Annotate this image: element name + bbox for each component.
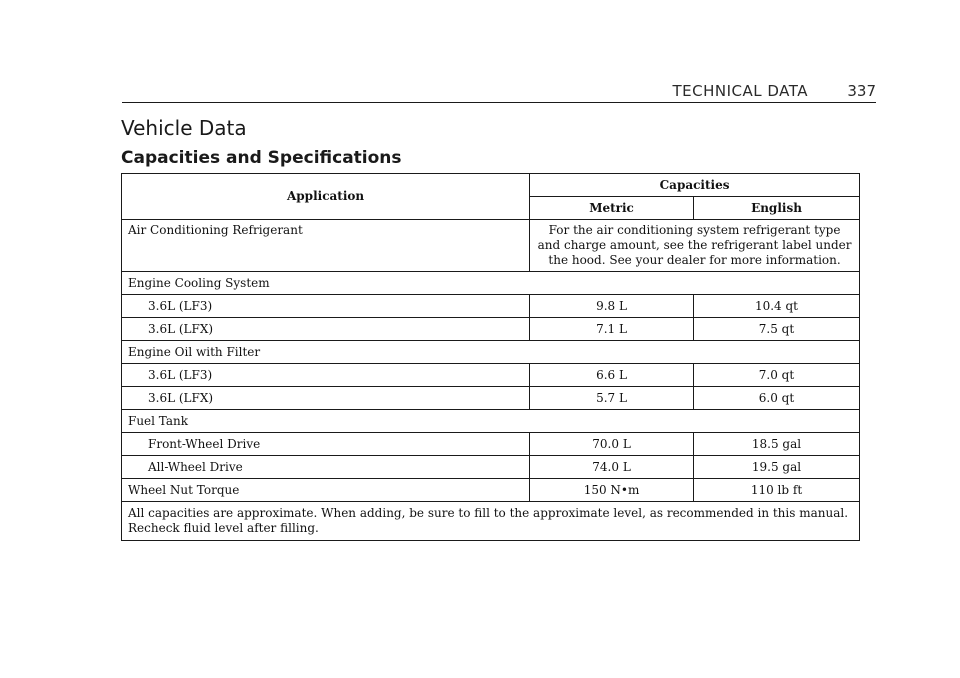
table-row (122, 456, 860, 479)
ac-note: For the air conditioning system refrigerant type and charge amount, see the refrigerant label under the hood. See your dealer for more information. (530, 220, 860, 272)
table-row (122, 272, 860, 295)
subsection-title: Capacities and Specifications (121, 148, 402, 168)
fuel-fwd-metric: 70.0 L (530, 433, 694, 456)
torque-metric: 150 N•m (530, 479, 694, 502)
fuel-fwd-english: 18.5 gal (693, 433, 859, 456)
cooling-lf3-label: 3.6L (LF3) (122, 295, 530, 318)
table-header-row (122, 174, 860, 197)
oil-lf3-label: 3.6L (LF3) (122, 364, 530, 387)
torque-english: 110 lb ft (693, 479, 859, 502)
cooling-lfx-metric: 7.1 L (530, 318, 694, 341)
cooling-lfx-english: 7.5 qt (693, 318, 859, 341)
fuel-fwd-label: Front-Wheel Drive (122, 433, 530, 456)
header-title: TECHNICAL DATA (672, 82, 808, 100)
page-header (122, 80, 876, 103)
header-metric: Metric (530, 197, 694, 220)
cooling-lf3-english: 10.4 qt (693, 295, 859, 318)
table-row (122, 295, 860, 318)
table-row (122, 364, 860, 387)
header-capacities: Capacities (530, 174, 860, 197)
oil-lfx-english: 6.0 qt (693, 387, 859, 410)
fuel-label: Fuel Tank (122, 410, 860, 433)
cooling-lf3-metric: 9.8 L (530, 295, 694, 318)
table-row (122, 479, 860, 502)
cooling-lfx-label: 3.6L (LFX) (122, 318, 530, 341)
capacities-table (121, 173, 860, 541)
table-row (122, 410, 860, 433)
oil-label: Engine Oil with Filter (122, 341, 860, 364)
torque-label: Wheel Nut Torque (122, 479, 530, 502)
page-number: 337 (847, 82, 876, 100)
table-row (122, 318, 860, 341)
oil-lfx-label: 3.6L (LFX) (122, 387, 530, 410)
header-application: Application (122, 174, 530, 220)
footnote: All capacities are approximate. When adding, be sure to fill to the approximate level, as recommended in this manual. Recheck fluid level after filling. (122, 502, 860, 541)
table-row (122, 502, 860, 541)
oil-lf3-english: 7.0 qt (693, 364, 859, 387)
table-row (122, 387, 860, 410)
table-row (122, 220, 860, 272)
oil-lfx-metric: 5.7 L (530, 387, 694, 410)
table-row (122, 433, 860, 456)
oil-lf3-metric: 6.6 L (530, 364, 694, 387)
table-row (122, 341, 860, 364)
cooling-label: Engine Cooling System (122, 272, 860, 295)
fuel-awd-english: 19.5 gal (693, 456, 859, 479)
header-english: English (693, 197, 859, 220)
fuel-awd-label: All-Wheel Drive (122, 456, 530, 479)
ac-label: Air Conditioning Refrigerant (122, 220, 530, 272)
section-title: Vehicle Data (121, 116, 247, 140)
fuel-awd-metric: 74.0 L (530, 456, 694, 479)
